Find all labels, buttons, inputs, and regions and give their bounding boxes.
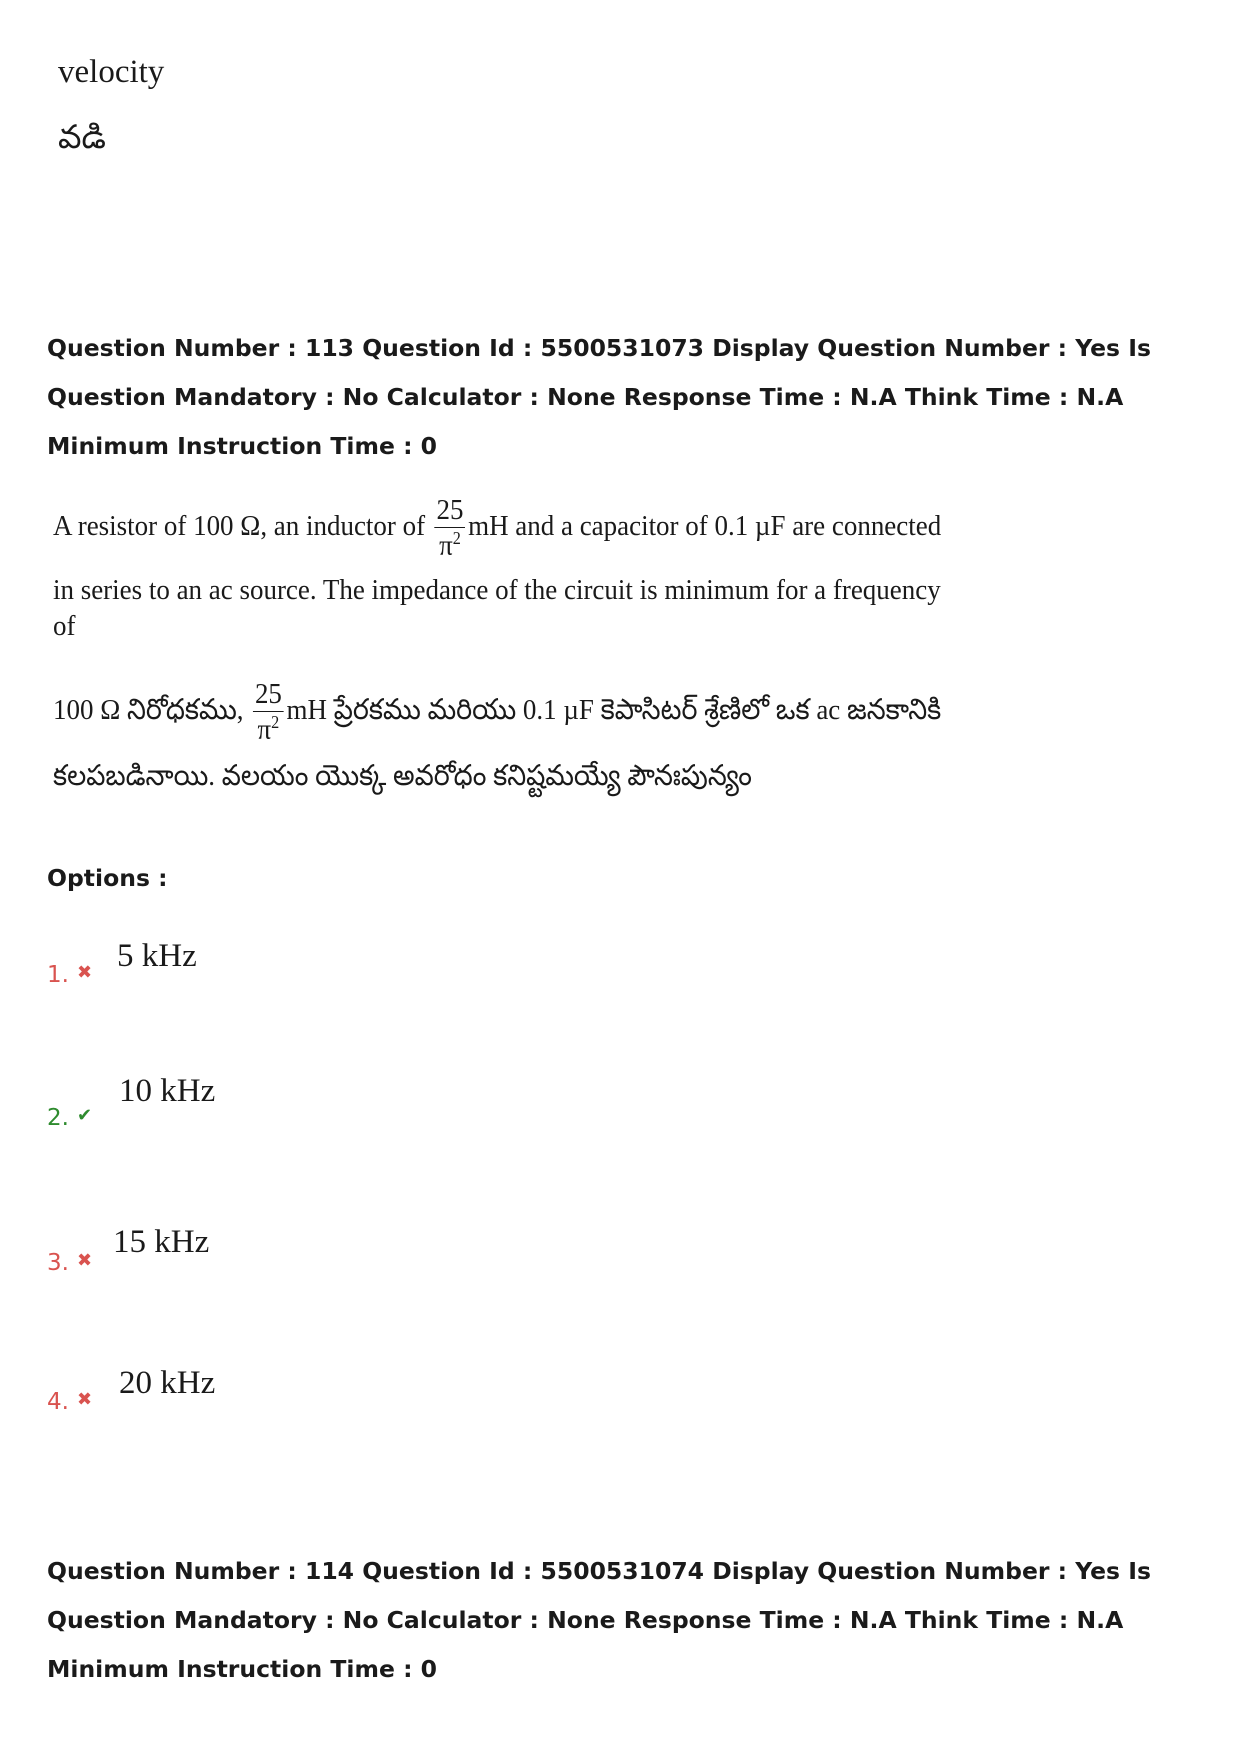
previous-answer-english: velocity — [58, 54, 165, 90]
question-telugu-part-2: mH ప్రేరకము మరియు 0.1 µF కెపాసిటర్ శ్రేణిలో ఒక ac జనకానికి — [286, 694, 942, 726]
options-label: Options : — [47, 864, 168, 892]
question-english-line-3: of — [53, 610, 76, 642]
option-number: 2. — [47, 1105, 69, 1131]
inductance-fraction — [435, 496, 466, 561]
option-value: 10 kHz — [119, 1073, 216, 1109]
fraction-denominator-exponent: 2 — [452, 528, 461, 549]
option-value: 15 kHz — [113, 1224, 210, 1260]
question-telugu-line-1 — [53, 672, 942, 748]
option-1 — [47, 930, 647, 990]
option-number: 4. — [47, 1389, 69, 1415]
fraction-denominator-base-telugu: π — [257, 713, 272, 746]
fraction-denominator-exponent-telugu: 2 — [271, 712, 280, 733]
question-113-body — [53, 490, 942, 798]
cross-icon: ✖ — [77, 962, 93, 983]
previous-answer-text — [58, 52, 164, 158]
option-number: 3. — [47, 1250, 69, 1276]
question-telugu-part-1: 100 Ω నిరోధకము, — [53, 694, 244, 726]
question-telugu-line-2: కలపబడినాయి. వలయం యొక్క అవరోధం కనిష్టమయ్యే పౌనఃపున్యం — [53, 760, 752, 792]
option-value: 20 kHz — [119, 1365, 216, 1401]
question-113-meta: Question Number : 113 Question Id : 5500531073 Display Question Number : Yes Is Question Mandatory : No Calculator : None Response Time : N.A Think Time : N.A Minimum Instruction Time : 0 — [47, 334, 1151, 460]
option-number: 1. — [47, 962, 69, 988]
cross-icon: ✖ — [77, 1389, 93, 1410]
question-english-part-1: A resistor of 100 Ω, an inductor of — [53, 510, 426, 542]
inductance-fraction-telugu — [253, 680, 284, 745]
option-4 — [47, 1357, 647, 1417]
fraction-denominator-base: π — [439, 529, 453, 562]
option-value: 5 kHz — [117, 938, 197, 974]
question-english-line-1 — [53, 490, 942, 562]
previous-answer-telugu: వడి — [58, 120, 106, 156]
question-114-meta: Question Number : 114 Question Id : 5500531074 Display Question Number : Yes Is Question Mandatory : No Calculator : None Response Time : N.A Think Time : N.A Minimum Instruction Time : 0 — [47, 1557, 1151, 1683]
question-english-part-2: mH and a capacitor of 0.1 µF are connected — [468, 510, 942, 542]
fraction-numerator: 25 — [436, 494, 464, 527]
fraction-denominator-telugu — [253, 712, 284, 745]
option-2 — [47, 1073, 647, 1133]
cross-icon: ✖ — [77, 1250, 93, 1271]
check-icon: ✔ — [77, 1105, 93, 1126]
fraction-numerator-telugu: 25 — [254, 678, 282, 711]
fraction-denominator — [435, 528, 466, 561]
option-3 — [47, 1218, 647, 1278]
question-english-line-2: in series to an ac source. The impedance of the circuit is minimum for a frequency — [53, 574, 941, 606]
